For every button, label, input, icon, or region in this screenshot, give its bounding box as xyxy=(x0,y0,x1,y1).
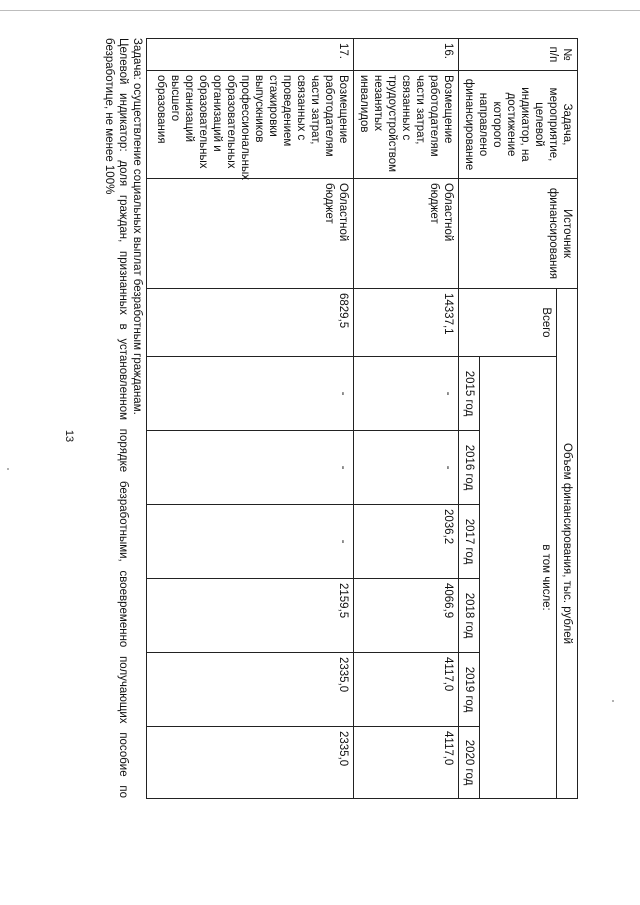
note-indicator: Целевой индикатор: доля граждан, признанных в установленном порядке безработными, своевременно получающих пособие по безработице, не менее 100% xyxy=(103,38,129,798)
header-year: 2018 год xyxy=(459,579,480,653)
header-including: в том числе: xyxy=(480,357,557,799)
page-number: 13 xyxy=(63,429,75,443)
row-source: Областной бюджет xyxy=(354,179,459,289)
row-source: Областной бюджет xyxy=(147,179,354,289)
scan-edge-line xyxy=(0,10,640,11)
row-value: 2335,0 xyxy=(147,653,354,727)
row-task: Возмещение работодателям части затрат, связанных с трудоустройством незанятых инвалидов xyxy=(354,71,459,179)
header-task: Задача, мероприятие, целевой индикатор, на достижение которого направлено финансирование xyxy=(459,71,578,179)
row-value: 2335,0 xyxy=(147,727,354,799)
row-value: - xyxy=(354,357,459,431)
row-value: - xyxy=(354,431,459,505)
scan-speck xyxy=(7,468,9,470)
header-row-1 xyxy=(557,39,578,799)
row-value: 4117,0 xyxy=(354,727,459,799)
table-row xyxy=(354,39,459,799)
header-year: 2020 год xyxy=(459,727,480,799)
header-volume: Объем финансирования, тыс. рублей xyxy=(557,289,578,799)
table-row xyxy=(147,39,354,799)
header-year: 2015 год xyxy=(459,357,480,431)
row-value: - xyxy=(147,357,354,431)
row-value: 2036,2 xyxy=(354,505,459,579)
row-number: 17. xyxy=(147,39,354,71)
header-year: 2019 год xyxy=(459,653,480,727)
header-year: 2017 год xyxy=(459,505,480,579)
row-value: - xyxy=(147,505,354,579)
row-total: 6829,5 xyxy=(147,289,354,357)
financing-table-sheet xyxy=(98,38,578,798)
table-notes xyxy=(102,38,144,798)
row-value: - xyxy=(147,431,354,505)
note-task: Задача: осуществление социальных выплат безработным гражданам. xyxy=(131,38,143,415)
header-num: № п/п xyxy=(459,39,578,71)
row-number: 16. xyxy=(354,39,459,71)
row-task: Возмещение работодателям части затрат, связанных с проведением стажировки выпускников профессиональных образовательных организаций и образовательных организаций высшего образования xyxy=(147,71,354,179)
row-value: 2159,5 xyxy=(147,579,354,653)
scan-speck xyxy=(612,700,614,702)
financing-table xyxy=(146,38,578,799)
header-source: Источник финансирования xyxy=(459,179,578,289)
header-total: Всего xyxy=(459,289,557,357)
header-year: 2016 год xyxy=(459,431,480,505)
row-value: 4117,0 xyxy=(354,653,459,727)
row-total: 14337,1 xyxy=(354,289,459,357)
row-value: 4066,9 xyxy=(354,579,459,653)
